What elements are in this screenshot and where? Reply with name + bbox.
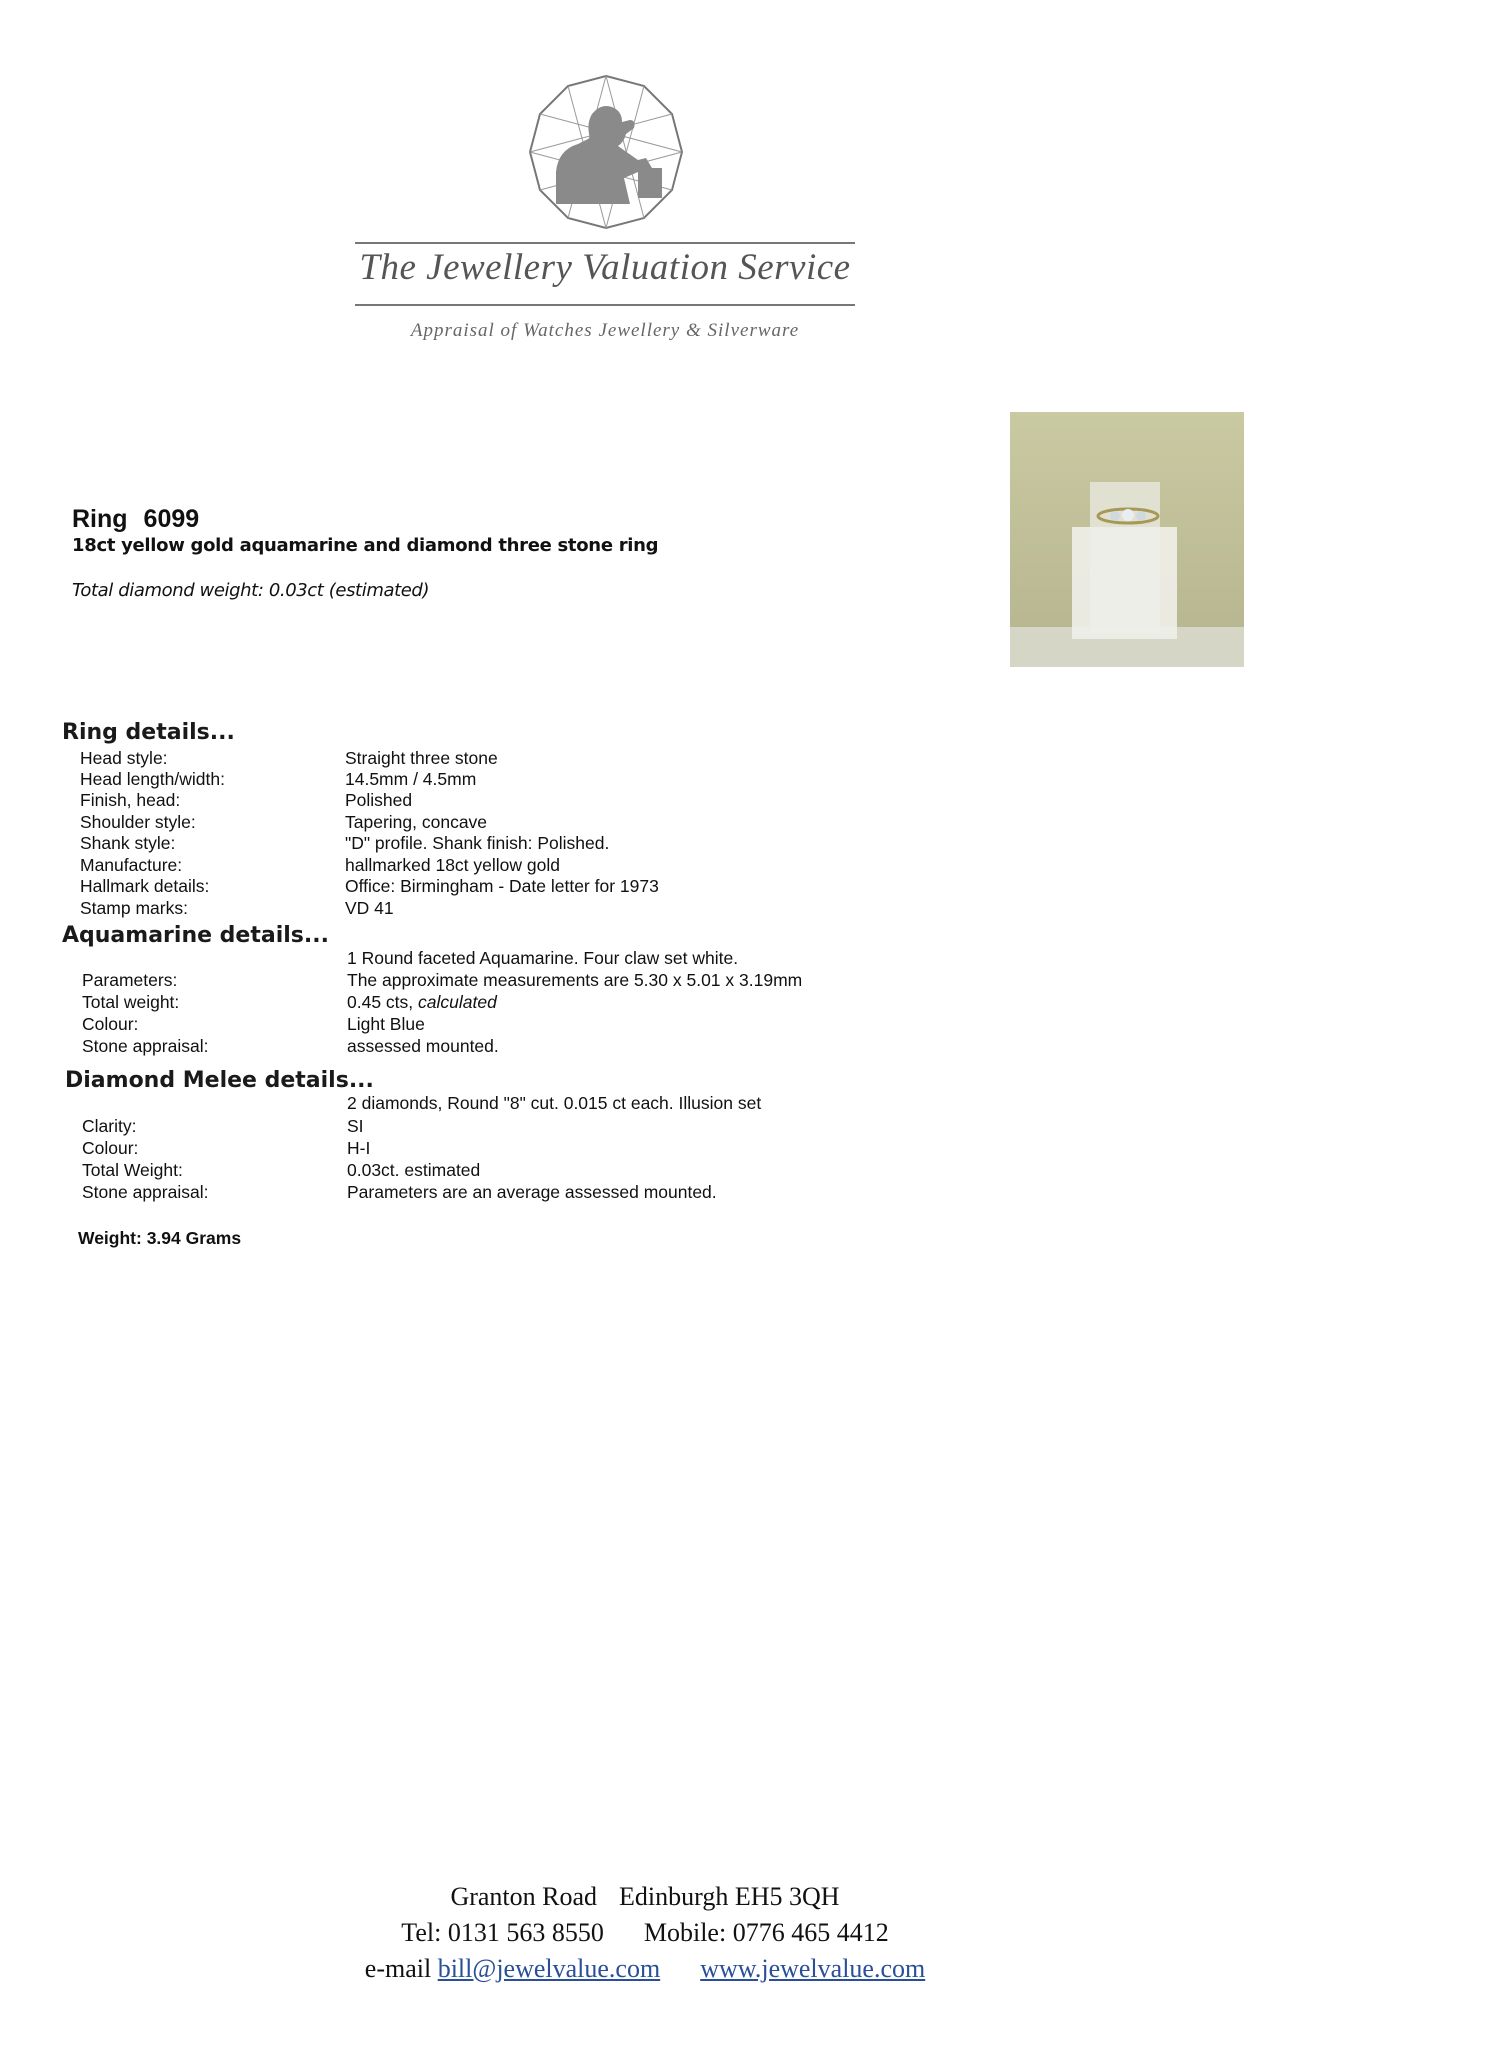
detail-value — [347, 992, 497, 1013]
brand-title: The Jewellery Valuation Service — [359, 247, 851, 288]
item-title — [72, 505, 199, 534]
detail-label: Head style: — [80, 748, 168, 768]
footer-address — [340, 1882, 950, 1912]
detail-value: hallmarked 18ct yellow gold — [345, 855, 560, 875]
email-label: e-mail — [364, 1954, 432, 1983]
detail-value: Polished — [345, 790, 413, 810]
detail-value-note: calculated — [418, 992, 497, 1012]
item-weight: Weight: 3.94 Grams — [78, 1228, 242, 1248]
ring-photo — [1010, 412, 1244, 667]
header-rule-bottom — [355, 304, 855, 306]
detail-value: "D" profile. Shank finish: Polished. — [345, 833, 610, 853]
detail-value: SI — [347, 1116, 364, 1136]
detail-label: Head length/width: — [80, 769, 225, 789]
detail-label: Shoulder style: — [80, 812, 196, 832]
ring-details-heading: Ring details... — [62, 720, 235, 745]
total-diamond-weight: Total diamond weight: 0.03ct (estimated) — [72, 580, 430, 601]
detail-label: Hallmark details: — [80, 876, 210, 896]
detail-label: Clarity: — [82, 1116, 137, 1136]
item-category: Ring — [72, 505, 128, 533]
detail-value: Office: Birmingham - Date letter for 1973 — [345, 876, 659, 896]
detail-value: Tapering, concave — [345, 812, 488, 832]
aquamarine-intro: 1 Round faceted Aquamarine. Four claw set white. — [347, 948, 739, 968]
detail-value: Straight three stone — [345, 748, 498, 768]
footer-contact — [340, 1954, 950, 1984]
detail-label: Total Weight: — [82, 1160, 183, 1180]
item-number: 6099 — [143, 505, 200, 533]
detail-label: Stamp marks: — [80, 898, 188, 918]
diamond-intro: 2 diamonds, Round "8" cut. 0.015 ct each. Illusion set — [347, 1093, 762, 1113]
detail-value: Light Blue — [347, 1014, 425, 1034]
detail-value: H-I — [347, 1138, 371, 1158]
detail-label: Shank style: — [80, 833, 176, 853]
detail-value: 0.03ct. estimated — [347, 1160, 481, 1180]
detail-value: assessed mounted. — [347, 1036, 499, 1056]
detail-label: Stone appraisal: — [82, 1036, 209, 1056]
header-rule-top — [355, 242, 855, 244]
website-link[interactable]: www.jewelvalue.com — [700, 1954, 926, 1983]
detail-value-main: 0.45 cts, — [347, 992, 414, 1012]
footer-postcode: EH5 3QH — [734, 1882, 840, 1911]
detail-label: Manufacture: — [80, 855, 183, 875]
mobile-number: 0776 465 4412 — [732, 1918, 889, 1947]
tel-label: Tel: — [401, 1918, 442, 1947]
email-link[interactable]: bill@jewelvalue.com — [437, 1954, 661, 1983]
item-description: 18ct yellow gold aquamarine and diamond three stone ring — [72, 535, 659, 556]
detail-value: VD 41 — [345, 898, 394, 918]
mobile-label: Mobile: — [643, 1918, 727, 1947]
detail-label: Parameters: — [82, 970, 178, 990]
jeweller-loupe-logo — [526, 72, 686, 232]
detail-value: 14.5mm / 4.5mm — [345, 769, 477, 789]
detail-label: Total weight: — [82, 992, 180, 1012]
detail-value: Parameters are an average assessed mounted. — [347, 1182, 717, 1202]
footer-phones — [340, 1918, 950, 1948]
brand-tagline: Appraisal of Watches Jewellery & Silverware — [410, 320, 800, 341]
footer-city: Edinburgh — [619, 1882, 729, 1911]
detail-value: The approximate measurements are 5.30 x 5.01 x 3.19mm — [347, 970, 803, 990]
detail-label: Colour: — [82, 1014, 139, 1034]
tel-number: 0131 563 8550 — [447, 1918, 604, 1947]
diamond-details-heading: Diamond Melee details... — [65, 1068, 374, 1093]
detail-label: Stone appraisal: — [82, 1182, 209, 1202]
detail-label: Colour: — [82, 1138, 139, 1158]
aquamarine-details-heading: Aquamarine details... — [62, 923, 329, 948]
footer-street: Granton Road — [450, 1882, 598, 1911]
detail-label: Finish, head: — [80, 790, 181, 810]
